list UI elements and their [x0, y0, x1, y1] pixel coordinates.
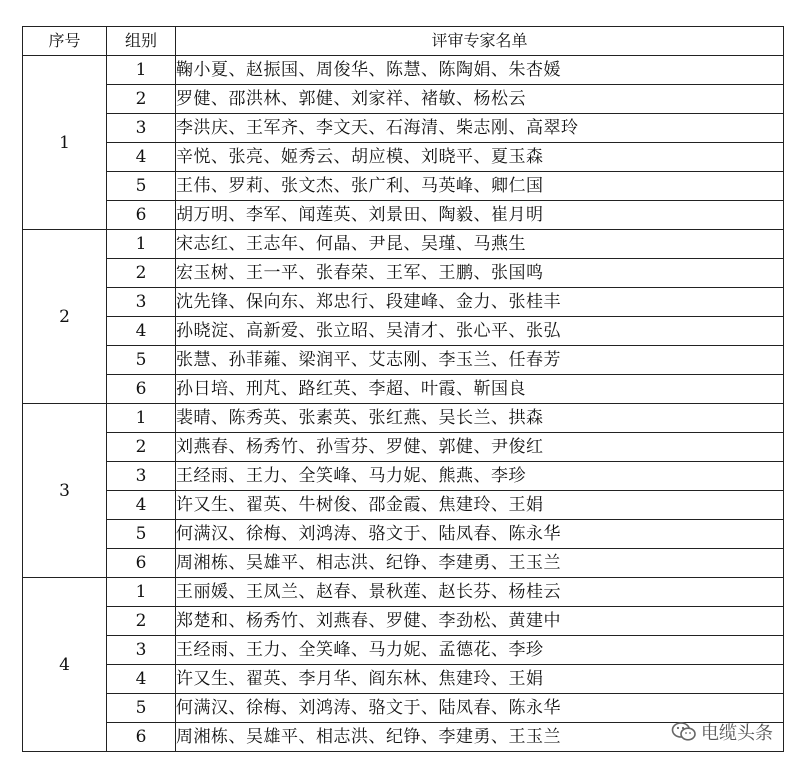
table-row: [23, 85, 784, 114]
names-cell: 刘燕春、杨秀竹、孙雪芬、罗健、郭健、尹俊红: [176, 433, 784, 462]
expert-roster-table: [22, 26, 784, 752]
header-names: 评审专家名单: [176, 27, 784, 56]
names-cell: 何满汉、徐梅、刘鸿涛、骆文于、陆凤春、陈永华: [176, 520, 784, 549]
table-row: [23, 607, 784, 636]
names-cell: 王丽媛、王凤兰、赵春、景秋莲、赵长芬、杨桂云: [176, 578, 784, 607]
table-row: [23, 433, 784, 462]
names-cell: 许又生、翟英、李月华、阎东林、焦建玲、王娟: [176, 665, 784, 694]
group-cell: 6: [107, 201, 176, 230]
header-group: 组别: [107, 27, 176, 56]
group-cell: 2: [107, 85, 176, 114]
table-row: [23, 201, 784, 230]
names-cell: 张慧、孙菲蕹、梁润平、艾志刚、李玉兰、任春芳: [176, 346, 784, 375]
table-row: [23, 636, 784, 665]
table-row: [23, 288, 784, 317]
table-row: [23, 259, 784, 288]
group-cell: 3: [107, 114, 176, 143]
table-row: [23, 404, 784, 433]
names-cell: 周湘栋、吴雄平、相志洪、纪铮、李建勇、王玉兰: [176, 549, 784, 578]
watermark-text: 电缆头条: [701, 723, 773, 744]
group-cell: 1: [107, 578, 176, 607]
group-cell: 5: [107, 520, 176, 549]
roster-body: [23, 56, 784, 752]
wechat-icon: [671, 721, 697, 743]
group-cell: 4: [107, 143, 176, 172]
table-row: [23, 549, 784, 578]
section-seq-cell: 2: [23, 230, 107, 404]
group-cell: 2: [107, 259, 176, 288]
group-cell: 3: [107, 288, 176, 317]
names-cell: 何满汉、徐梅、刘鸿涛、骆文于、陆凤春、陈永华: [176, 694, 784, 723]
header-row: [23, 27, 784, 56]
group-cell: 1: [107, 56, 176, 85]
names-cell: 郑楚和、杨秀竹、刘燕春、罗健、李劲松、黄建中: [176, 607, 784, 636]
names-cell: 沈先锋、保向东、郑忠行、段建峰、金力、张桂丰: [176, 288, 784, 317]
table-row: [23, 230, 784, 259]
table-row: [23, 172, 784, 201]
group-cell: 2: [107, 607, 176, 636]
group-cell: 6: [107, 723, 176, 752]
header-seq: 序号: [23, 27, 107, 56]
group-cell: 4: [107, 491, 176, 520]
table-row: [23, 317, 784, 346]
names-cell: 王经雨、王力、全笑峰、马力妮、孟德花、李珍: [176, 636, 784, 665]
names-cell: 李洪庆、王军齐、李文天、石海清、柴志刚、高翠玲: [176, 114, 784, 143]
section-seq-cell: 1: [23, 56, 107, 230]
group-cell: 4: [107, 665, 176, 694]
group-cell: 1: [107, 404, 176, 433]
table-row: [23, 491, 784, 520]
names-cell: 孙晓淀、高新爱、张立昭、吴清才、张心平、张弘: [176, 317, 784, 346]
names-cell: 辛悦、张亮、姬秀云、胡应模、刘晓平、夏玉森: [176, 143, 784, 172]
group-cell: 1: [107, 230, 176, 259]
names-cell: 孙日培、刑芃、路红英、李超、叶霞、靳国良: [176, 375, 784, 404]
table-row: [23, 346, 784, 375]
group-cell: 3: [107, 636, 176, 665]
group-cell: 4: [107, 317, 176, 346]
group-cell: 5: [107, 694, 176, 723]
group-cell: 2: [107, 433, 176, 462]
group-cell: 5: [107, 346, 176, 375]
names-cell: 周湘栋、吴雄平、相志洪、纪铮、李建勇、王玉兰: [176, 723, 784, 752]
names-cell: 许又生、翟英、牛树俊、邵金霞、焦建玲、王娟: [176, 491, 784, 520]
table-row: [23, 665, 784, 694]
group-cell: 6: [107, 549, 176, 578]
table-row: [23, 462, 784, 491]
table-row: [23, 114, 784, 143]
group-cell: 3: [107, 462, 176, 491]
names-cell: 王伟、罗莉、张文杰、张广利、马英峰、卿仁国: [176, 172, 784, 201]
table-row: [23, 56, 784, 85]
names-cell: 宋志红、王志年、何晶、尹昆、吴瑾、马燕生: [176, 230, 784, 259]
table-row: [23, 520, 784, 549]
table-row: [23, 375, 784, 404]
names-cell: 鞠小夏、赵振国、周俊华、陈慧、陈陶娟、朱杏媛: [176, 56, 784, 85]
watermark: [671, 719, 773, 745]
section-seq-cell: 3: [23, 404, 107, 578]
table-row: [23, 723, 784, 752]
section-seq-cell: 4: [23, 578, 107, 752]
table-row: [23, 694, 784, 723]
group-cell: 5: [107, 172, 176, 201]
names-cell: 胡万明、李军、闻莲英、刘景田、陶毅、崔月明: [176, 201, 784, 230]
names-cell: 宏玉树、王一平、张春荣、王军、王鹏、张国鸣: [176, 259, 784, 288]
names-cell: 王经雨、王力、全笑峰、马力妮、熊燕、李珍: [176, 462, 784, 491]
group-cell: 6: [107, 375, 176, 404]
names-cell: 罗健、邵洪林、郭健、刘家祥、褚敏、杨松云: [176, 85, 784, 114]
table-row: [23, 143, 784, 172]
table-row: [23, 578, 784, 607]
names-cell: 裴晴、陈秀英、张素英、张红燕、吴长兰、拱森: [176, 404, 784, 433]
